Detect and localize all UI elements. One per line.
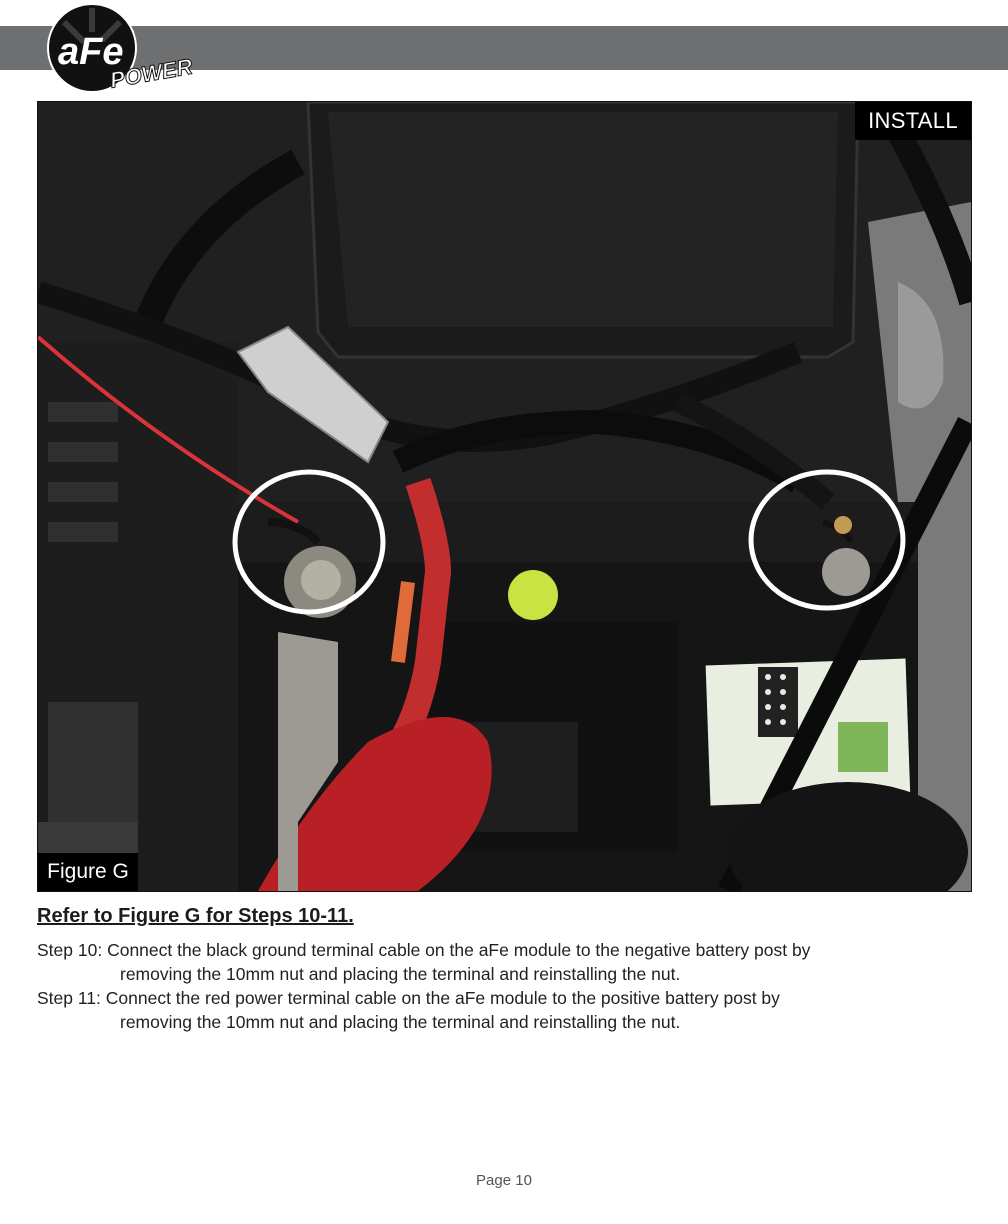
afe-power-logo — [44, 2, 194, 98]
step-10-label: Step 10: — [37, 940, 103, 960]
figure-caption: Figure G — [38, 853, 138, 891]
step-11-label: Step 11: — [37, 988, 101, 1008]
step-10-line1: Connect the black ground terminal cable on the aFe module to the negative battery post by — [107, 940, 811, 960]
step-10 — [37, 938, 977, 986]
logo-brand-main: aFe — [58, 31, 124, 73]
logo-brand-sub: POWER — [108, 53, 194, 93]
steps-heading: Refer to Figure G for Steps 10-11. — [37, 905, 354, 927]
step-11-line1: Connect the red power terminal cable on the aFe module to the positive battery post by — [105, 988, 780, 1008]
section-tag-install: INSTALL — [855, 102, 971, 140]
step-11-line2: removing the 10mm nut and placing the terminal and reinstalling the nut. — [120, 1012, 681, 1032]
figure-g-photo — [37, 101, 972, 892]
page-number: Page 10 — [476, 1172, 532, 1189]
step-10-line2: removing the 10mm nut and placing the terminal and reinstalling the nut. — [120, 964, 681, 984]
step-11 — [37, 986, 977, 1034]
